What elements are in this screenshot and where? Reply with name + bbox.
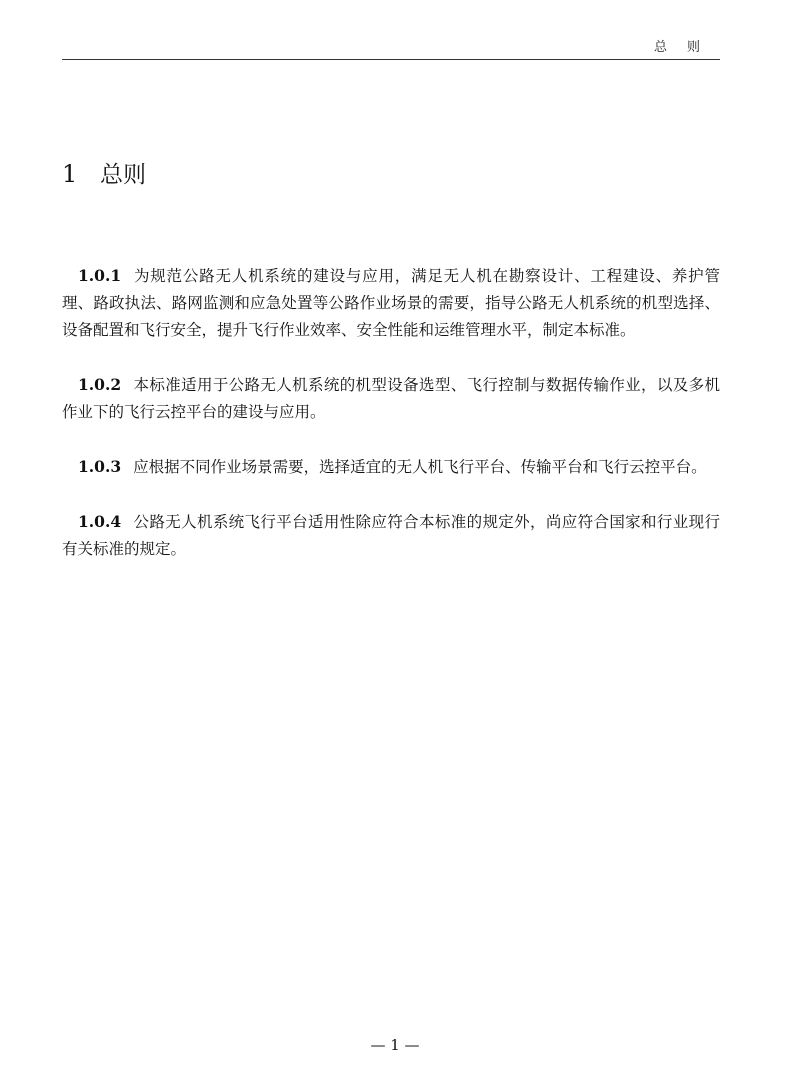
page-number: — 1 — bbox=[370, 1036, 420, 1054]
chapter-title bbox=[62, 156, 146, 189]
clause-text: 本标准适用于公路无人机系统的机型设备选型、飞行控制与数据传输作业，以及多机作业下的飞行云控平台的建设与应用。 bbox=[62, 376, 720, 421]
running-header: 总则 bbox=[653, 40, 720, 55]
clause-1-0-1 bbox=[62, 262, 720, 344]
chapter-title-text: 总则 bbox=[100, 162, 146, 188]
clause-number: 1.0.4 bbox=[78, 512, 122, 531]
clause-1-0-4 bbox=[62, 508, 720, 563]
clause-number: 1.0.3 bbox=[78, 457, 122, 476]
clause-text: 为规范公路无人机系统的建设与应用，满足无人机在勘察设计、工程建设、养护管理、路政执法、路网监测和应急处置等公路作业场景的需要，指导公路无人机系统的机型选择、设备配置和飞行安全，提升飞行作业效率、安全性能和运维管理水平，制定本标准。 bbox=[62, 267, 720, 339]
clause-1-0-3 bbox=[62, 453, 720, 481]
chapter-number: 1 bbox=[62, 160, 78, 188]
clause-number: 1.0.1 bbox=[78, 266, 122, 285]
clause-list bbox=[62, 262, 720, 590]
clause-1-0-2 bbox=[62, 371, 720, 426]
clause-number: 1.0.2 bbox=[78, 375, 122, 394]
header-rule bbox=[62, 59, 720, 60]
clause-text: 公路无人机系统飞行平台适用性除应符合本标准的规定外，尚应符合国家和行业现行有关标准的规定。 bbox=[62, 513, 720, 558]
clause-text: 应根据不同作业场景需要，选择适宜的无人机飞行平台、传输平台和飞行云控平台。 bbox=[133, 458, 707, 476]
